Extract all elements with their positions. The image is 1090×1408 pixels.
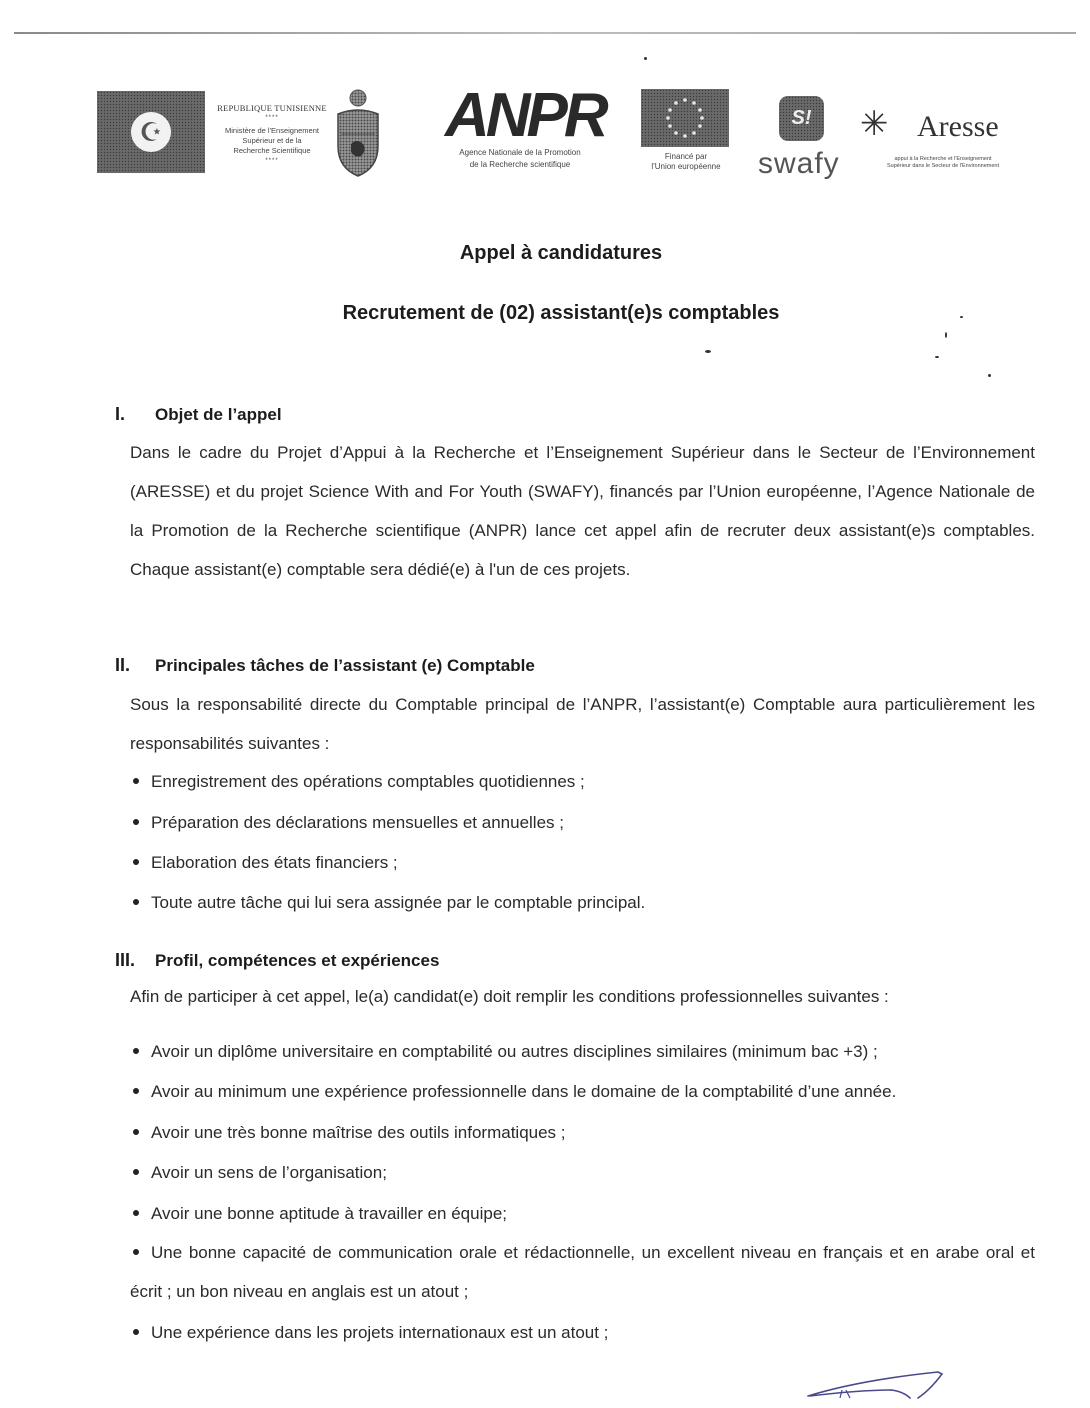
bullet-icon <box>133 859 139 865</box>
section-1-heading <box>115 404 282 425</box>
ministry-line-1: Ministère de l'Enseignement <box>225 126 319 135</box>
bullet-icon <box>133 1169 139 1175</box>
task-list-item: Toute autre tâche qui lui sera assignée par le comptable principal. <box>130 893 645 913</box>
section-3-heading <box>115 950 439 971</box>
top-rule <box>14 32 1076 34</box>
tunisia-ministry-text: REPUBLIQUE TUNISIENNE **** Ministère de l'Enseignement Supérieur et de la Recherche Scientifique **** <box>208 103 336 166</box>
crescent-star-icon: ☪ <box>131 112 171 152</box>
section-3-paragraph: Afin de participer à cet appel, le(a) candidat(e) doit remplir les conditions professionnelles suivantes : <box>130 987 889 1006</box>
profile-list-item: Avoir une bonne aptitude à travailler en équipe; <box>130 1204 507 1224</box>
section-1-paragraph: Dans le cadre du Projet d’Appui à la Recherche et l’Enseignement Supérieur dans le Secteur de l’Environnement (ARESSE) et du projet Science With and For Youth (SWAFY), financés par l’Union européenne, l’Agence Nationale de la Promotion de la Recherche scientifique (ANPR) lance cet appel afin de recruter deux assistant(e)s comptables. Chaque assistant(e) comptable sera dédié(e) à l'un de ces projets. <box>130 443 1035 579</box>
eu-stars-icon <box>660 95 710 141</box>
anpr-caption-line-1: Agence Nationale de la Promotion <box>459 148 581 157</box>
document-title: Appel à candidatures <box>459 242 663 264</box>
bullet-icon <box>133 1329 139 1335</box>
ministry-line-3: Recherche Scientifique <box>233 146 311 155</box>
bullet-icon <box>133 1129 139 1135</box>
country-name: REPUBLIQUE TUNISIENNE <box>217 103 327 113</box>
task-list-item: Enregistrement des opérations comptables quotidiennes ; <box>130 772 585 792</box>
profile-list-item: Avoir une très bonne maîtrise des outils informatiques ; <box>130 1123 566 1143</box>
bullet-icon <box>133 899 139 905</box>
bullet-icon <box>133 778 139 784</box>
profile-list-item: Avoir un sens de l’organisation; <box>130 1163 387 1183</box>
task-list-item: Elaboration des états financiers ; <box>130 853 398 873</box>
profile-list-item: Une bonne capacité de communication orale et rédactionnelle, un excellent niveau en français et en arabe oral et écrit ; un bon niveau en anglais est un atout ; <box>130 1243 1035 1301</box>
swafy-icon: S! <box>779 96 824 141</box>
bullet-icon <box>133 1048 139 1054</box>
anpr-logo <box>445 81 605 169</box>
section-2-title: Principales tâches de l’assistant (e) Comptable <box>155 656 535 675</box>
section-2-number: II. <box>115 655 131 675</box>
tunisia-coat-of-arms-icon <box>333 86 383 178</box>
aresse-caption: appui à la Recherche et l'Enseignement Supérieur dans le Secteur de l'Environnement <box>886 156 1000 169</box>
ministry-line-2: Supérieur et de la <box>242 136 302 145</box>
eu-caption: Financé par l'Union européenne <box>651 152 721 171</box>
document-subtitle: Recrutement de (02) assistant(e)s comptables <box>342 302 780 324</box>
section-1-title: Objet de l’appel <box>155 405 282 424</box>
task-list-item: Préparation des déclarations mensuelles et annuelles ; <box>130 813 564 833</box>
profile-list-item: Avoir un diplôme universitaire en comptabilité ou autres disciplines similaires (minimum bac +3) ; <box>130 1042 878 1062</box>
swafy-logo-text: swafy <box>758 147 840 180</box>
signature-mark <box>800 1368 960 1402</box>
section-2-heading <box>115 655 535 676</box>
bullet-icon <box>133 1210 139 1216</box>
section-3-number: III. <box>115 950 136 970</box>
section-1-number: I. <box>115 404 126 424</box>
aresse-asterisk-icon: ✳ <box>860 105 889 143</box>
bullet-icon <box>133 1088 139 1094</box>
anpr-logo-text: ANPR <box>445 81 605 150</box>
bullet-icon <box>133 1249 139 1255</box>
eu-flag-logo <box>641 89 729 147</box>
anpr-caption-line-2: de la Recherche scientifique <box>469 160 571 169</box>
tunisia-flag-logo <box>97 91 205 173</box>
bullet-icon <box>133 819 139 825</box>
profile-list-item: Avoir au minimum une expérience professionnelle dans le domaine de la comptabilité d’une année. <box>130 1082 896 1102</box>
profile-list-item: Une expérience dans les projets internationaux est un atout ; <box>130 1323 608 1343</box>
aresse-logo-text: Aresse <box>917 110 999 143</box>
section-3-title: Profil, compétences et expériences <box>155 951 440 970</box>
section-2-paragraph: Sous la responsabilité directe du Comptable principal de l’ANPR, l’assistant(e) Comptable aura particulièrement les responsabilités suivantes : <box>130 695 1035 753</box>
